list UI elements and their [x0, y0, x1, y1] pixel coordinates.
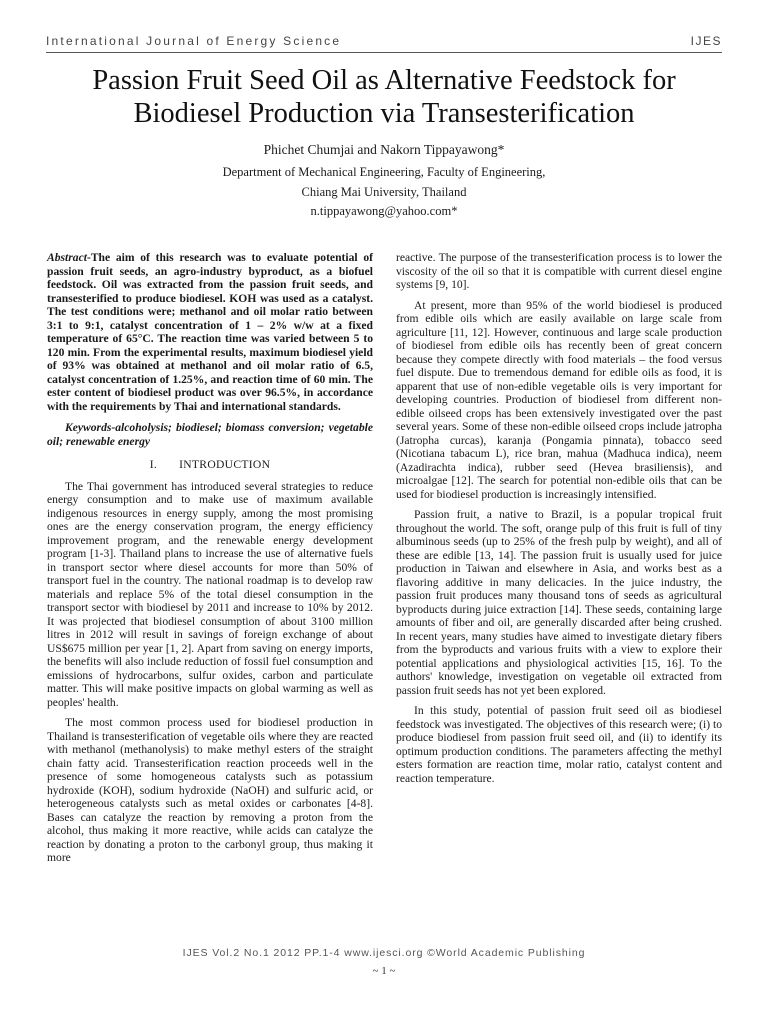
- authors: Phichet Chumjai and Nakorn Tippayawong*: [263, 142, 505, 157]
- page-number: ~ 1 ~: [372, 965, 396, 977]
- running-header: [46, 34, 722, 52]
- paragraph: The most common process used for biodiesel production in Thailand is transesterification of vegetable oils where they are reacted with methanol (methanolysis) to make methyl esters of the straight chain fatty acid. Transesterification reaction proceeds well in the presence of some homogeneous catalysts such as potassium hydroxide (KOH), sodium hydroxide (NaOH) and sulfuric acid, or heterogeneous catalysts such as metal oxides or carbonates [4-8]. Bases can catalyze the reaction by removing a proton from the alcohol, thus making it more reactive, while acids can catalyze the reaction by donating a proton to the carbonyl group, thus making it more: [47, 716, 373, 864]
- abstract-text: The aim of this research was to evaluate potential of passion fruit seeds, an agro-industry byproduct, as a biofuel feedstock. Oil was extracted from the passion fruit seeds, and transesterified to produce biodiesel. KOH was used as a catalyst. The test conditions were; methanol and oil molar ratio between 3:1 to 9:1, catalyst concentration of 1 – 2% w/w at a fixed temperature of 65°C. The reaction time was varied between 5 to 120 min. From the experimental results, maximum biodiesel yield of 93% was obtained at methanol and oil molar ratio of 6.5, catalyst concentration of 1.25%, and reaction time of 60 min. The ester content of biodiesel product was over 96.5%, in accordance with the requirements by Thai and international standards.: [47, 251, 373, 413]
- affiliation-univ: Chiang Mai University, Thailand: [301, 184, 467, 199]
- right-column: [396, 251, 722, 792]
- affiliation: [0, 163, 768, 222]
- left-column: [47, 251, 373, 872]
- header-rule: [46, 52, 722, 53]
- journal-abbrev: IJES: [690, 34, 722, 48]
- paragraph: reactive. The purpose of the transesterification process is to lower the viscosity of the oil so that it is compatible with current diesel engine systems [9, 10].: [396, 251, 722, 291]
- keywords: Keywords-alcoholysis; biodiesel; biomass conversion; vegetable oil; renewable energy: [47, 421, 373, 448]
- journal-name: International Journal of Energy Science: [46, 34, 342, 48]
- paragraph: Passion fruit, a native to Brazil, is a popular tropical fruit throughout the world. The soft, orange pulp of this fruit is full of tiny albuminous seeds (up to 25% of the fresh pulp by weight), and all of these are edible [13, 14]. The passion fruit is usually used for juice production in Taiwan and elsewhere in Asia, and works best as a flavoring additive in many delicacies. In the juice industry, the passion fruit produces many thousand tons of seeds as agricultural byproducts during juice extraction [14]. These seeds, containing large amounts of fiber and oil, are generally discarded after being crushed. In recent years, many studies have aimed to investigate dietary fibers from the byproducts and various fruits with a view to explore their potential applications and physiological activities [15, 16]. To the authors' knowledge, investigation on vegetable oil extracted from passion fruit seeds has not yet been explored.: [396, 508, 722, 697]
- abstract-label: Abstract-: [47, 251, 91, 264]
- section-heading: [47, 458, 373, 472]
- paragraph: The Thai government has introduced several strategies to reduce energy consumption and to make use of maximum available indigenous resources in energy supply, among the most promising ones are the energy conservation program, the energy efficiency improvement program, and the renewable energy development program [1-3]. Thailand plans to increase the use of alternative fuels in transport sector where diesel accounts for more than 50% of transport fuel in the country. The national roadmap is to develop raw materials and replace 5% of the total diesel consumption in the transport sector with biodiesel by 2011 and increase to 10% by 2012. It was projected that biodiesel consumption of about 3100 million litres in 2012 will result in savings of foreign exchange of about US$675 million per year [1, 2]. Apart from saving on energy imports, the benefits will also include reduction of fossil fuel consumption and emissions of hydrocarbons, sulfur oxides, carbon and particulate matter. This will make positive impacts on global warming as well as peoples' health.: [47, 479, 373, 709]
- paragraph: In this study, potential of passion fruit seed oil as biodiesel feedstock was investigated. The objectives of this research were; (i) to produce biodiesel from passion fruit seed oil, and (ii) to identify its optimum production conditions. The parameters affecting the methyl esters formation are reaction time, molar ratio, catalyst content and reaction temperature.: [396, 704, 722, 785]
- section-title: INTRODUCTION: [179, 458, 271, 471]
- affiliation-dept: Department of Mechanical Engineering, Faculty of Engineering,: [222, 165, 546, 179]
- paragraph: At present, more than 95% of the world biodiesel is produced from edible oils which are easily available on large scale from agriculture [11, 12]. However, continuous and large scale production of biodiesel from edible oils has recently been of great concern because they compete directly with food materials – the food versus fuel dispute. Due to tremendous demand for edible oils as food, it is apparent that use of non-edible vegetable oils is very important for developing countries. Production of biodiesel from different non-edible oilseed crops has been extensively investigated over the past several years. Some of these non-edible oilseed crops include jatropha (Jatropha curcas), karanja (Pongamia pinnata), tobacco seed (Nicotiana tabacum L), rice bran, mahua (Madhuca indica), neem (Azadirachta indica), rubber seed (Hevea brasiliensis), and microalgae [12]. The search for potential non-edible oils that can be used for biodiesel production is increasingly intensified.: [396, 298, 722, 501]
- abstract: [47, 251, 373, 413]
- author-email: n.tippayawong@yahoo.com*: [310, 204, 458, 218]
- paper-title: Passion Fruit Seed Oil as Alternative Feedstock for Biodiesel Production via Transesterification: [92, 65, 676, 129]
- section-number: I.: [149, 458, 158, 471]
- footer: IJES Vol.2 No.1 2012 PP.1-4 www.ijesci.org ©World Academic Publishing: [182, 947, 586, 959]
